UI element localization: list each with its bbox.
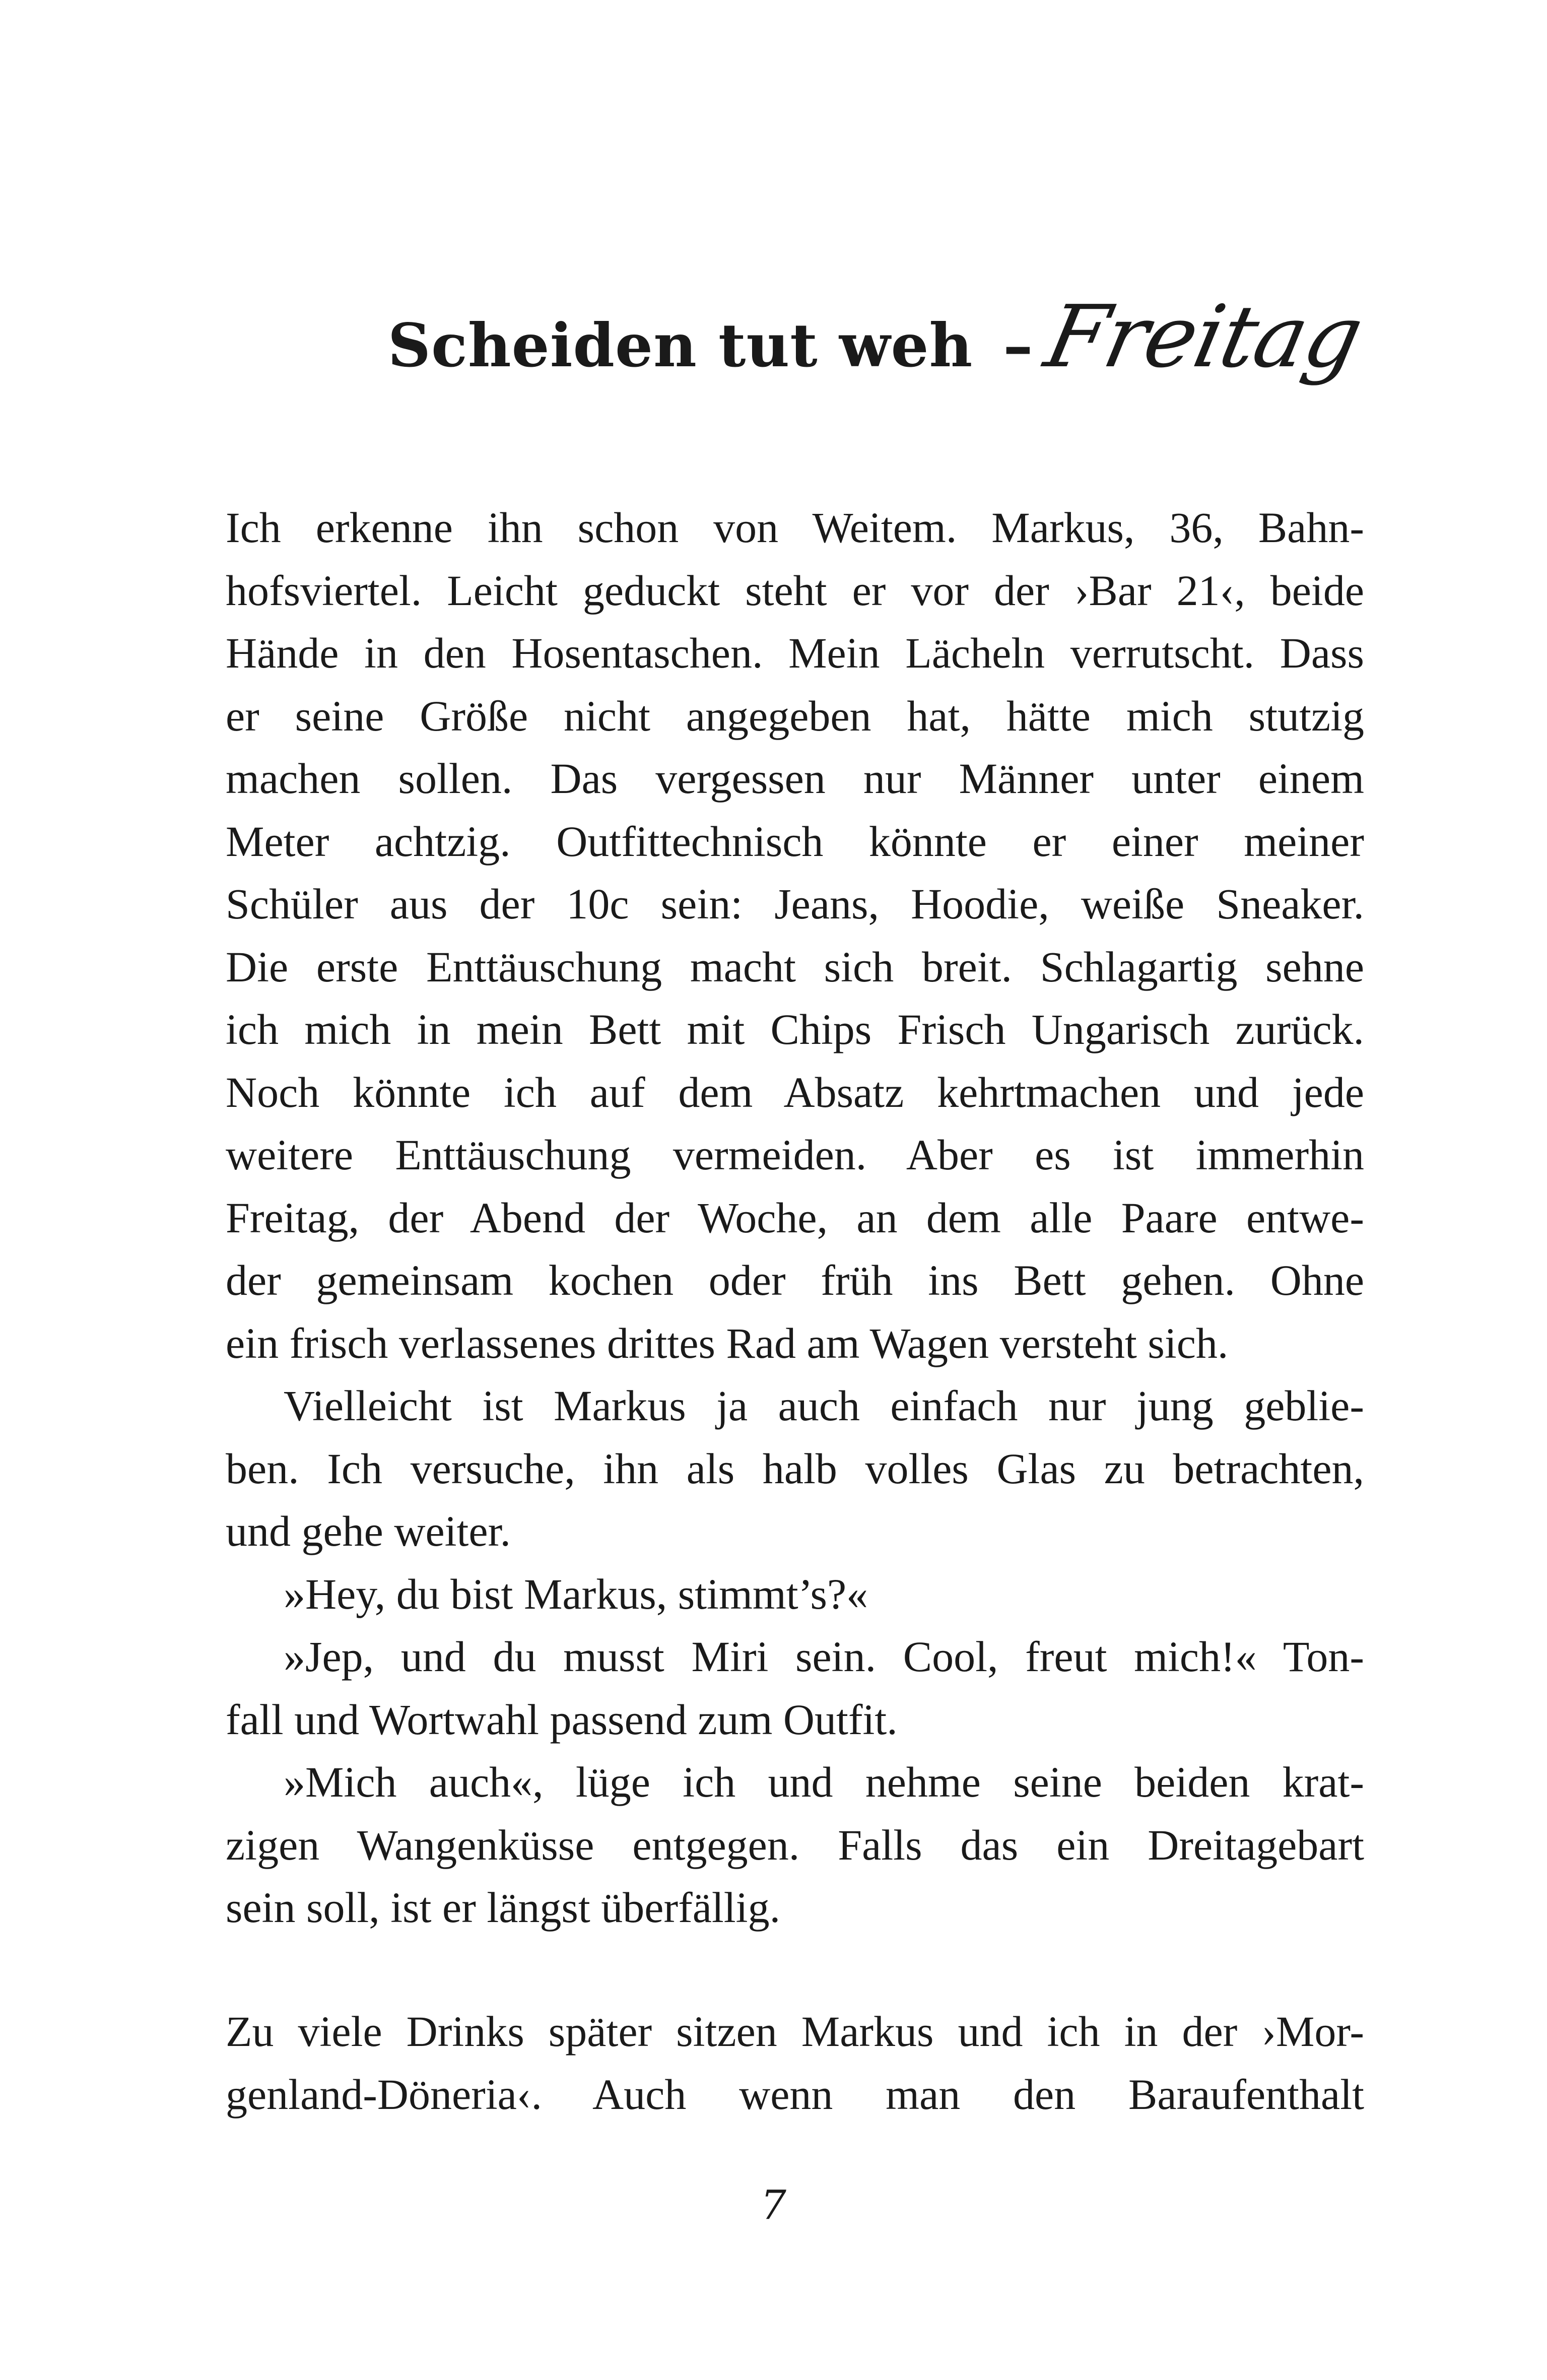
text-line: Meter achtzig. Outfittechnisch könnte er einer meiner — [226, 817, 1364, 866]
chapter-heading — [387, 287, 1371, 387]
text-line: ich mich in mein Bett mit Chips Frisch Ungarisch zurück. — [226, 1005, 1364, 1053]
text-line: »Hey, du bist Markus, stimmt’s?« — [284, 1569, 868, 1618]
text-line: Zu viele Drinks später sitzen Markus und ich in der ›Mor- — [226, 2007, 1364, 2056]
text-line: »Jep, und du musst Miri sein. Cool, freut mich!« Ton- — [284, 1632, 1364, 1681]
text-line: Noch könnte ich auf dem Absatz kehrtmachen und jede — [226, 1068, 1364, 1116]
chapter-dash: – — [1003, 310, 1033, 380]
page-number: 7 — [761, 2181, 786, 2228]
text-line: hofsviertel. Leicht geduckt steht er vor der ›Bar 21‹, beide — [226, 566, 1364, 615]
text-line: der gemeinsam kochen oder früh ins Bett gehen. Ohne — [226, 1256, 1364, 1304]
text-line: er seine Größe nicht angegeben hat, hätte mich stutzig — [226, 691, 1364, 740]
text-line: »Mich auch«, lüge ich und nehme seine beiden krat- — [284, 1758, 1364, 1806]
text-line: ein frisch verlassenes drittes Rad am Wagen versteht sich. — [226, 1318, 1229, 1367]
text-line: Vielleicht ist Markus ja auch einfach nur jung geblie- — [284, 1381, 1364, 1430]
text-line: zigen Wangenküsse entgegen. Falls das ein Dreitagebart — [226, 1820, 1364, 1869]
text-line: und gehe weiter. — [226, 1507, 511, 1555]
chapter-title: Scheiden tut weh — [387, 310, 973, 380]
text-line: sein soll, ist er längst überfällig. — [226, 1883, 781, 1932]
text-line: fall und Wortwahl passend zum Outfit. — [226, 1695, 898, 1744]
text-line: ben. Ich versuche, ihn als halb volles Glas zu betrachten, — [226, 1444, 1364, 1493]
text-section-2 — [226, 2000, 1364, 2126]
text-line: genland-Döneria‹. Auch wenn man den Baraufenthalt — [226, 2070, 1364, 2119]
text-line: Die erste Enttäuschung macht sich breit. Schlagartig sehne — [226, 942, 1364, 991]
text-line: Freitag, der Abend der Woche, an dem alle Paare entwe- — [226, 1193, 1364, 1242]
text-section-1 — [226, 496, 1364, 1939]
text-line: machen sollen. Das vergessen nur Männer unter einem — [226, 754, 1364, 803]
text-line: Schüler aus der 10c sein: Jeans, Hoodie, weiße Sneaker. — [226, 880, 1364, 928]
text-line: Ich erkenne ihn schon von Weitem. Markus, 36, Bahn- — [226, 503, 1364, 552]
text-line: Hände in den Hosentaschen. Mein Lächeln verrutscht. Dass — [226, 629, 1364, 677]
text-line: weitere Enttäuschung vermeiden. Aber es ist immerhin — [226, 1131, 1364, 1179]
chapter-day: Freitag — [1037, 287, 1371, 387]
